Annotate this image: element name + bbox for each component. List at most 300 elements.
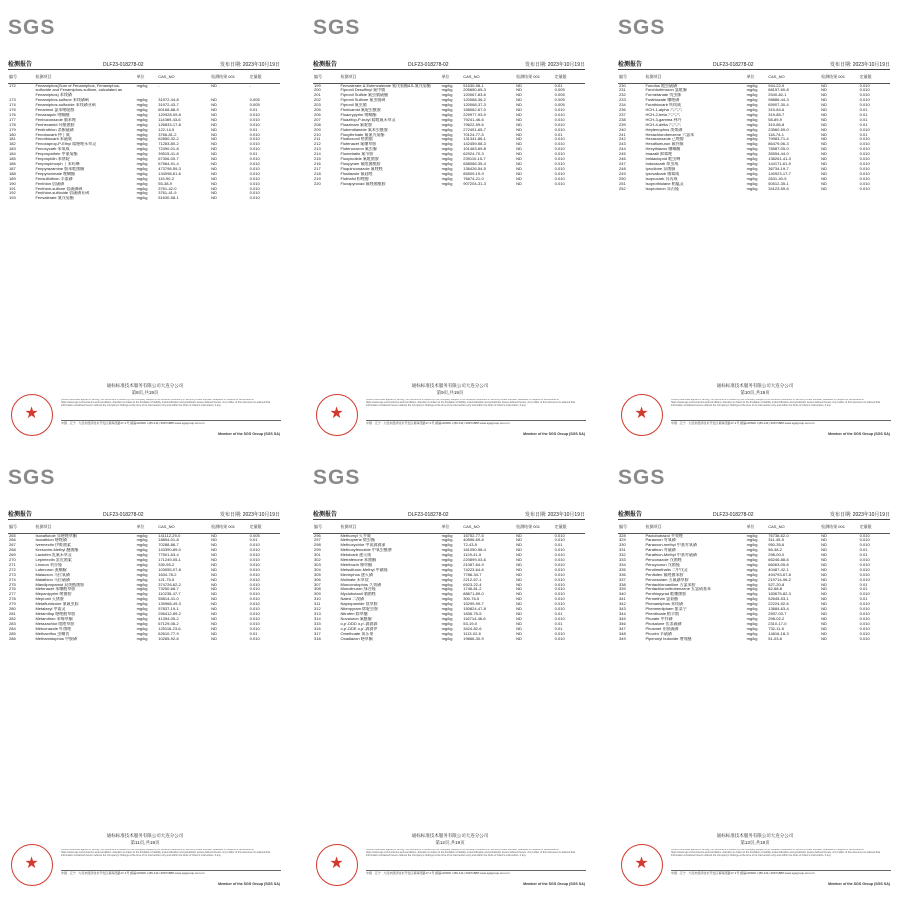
table-cell: 267 bbox=[9, 543, 16, 548]
table-cell: mg/kg bbox=[746, 538, 758, 543]
table-cell: 134098-61-6 bbox=[158, 171, 181, 176]
table-cell: 0.010 bbox=[554, 636, 565, 641]
table-cell: Phenmedipham 甜菜宁 bbox=[645, 607, 687, 612]
table-cell: 346 bbox=[619, 621, 626, 626]
page-number: 第12页,共19页 bbox=[435, 840, 465, 845]
table-cell: 0.005 bbox=[249, 533, 260, 538]
table-cell: 0.01 bbox=[249, 108, 258, 113]
table-cell: ND bbox=[516, 548, 522, 553]
table-cell: 31972-44-8 bbox=[158, 98, 179, 103]
table-cell: 0.010 bbox=[859, 157, 870, 162]
table-cell: ND bbox=[211, 631, 217, 636]
table-cell: 0.010 bbox=[554, 108, 565, 113]
table-cell: 0.010 bbox=[554, 567, 565, 572]
table-cell: 0.010 bbox=[554, 166, 565, 171]
table-cell: 0.010 bbox=[249, 186, 260, 191]
table-cell: ND bbox=[821, 538, 827, 543]
table-cell: mg/kg bbox=[746, 152, 758, 157]
table-cell: Isoxathion 噁唑磷 bbox=[35, 538, 67, 543]
table-cell: 126833-17-8 bbox=[158, 122, 181, 127]
column-header: 定量限 bbox=[249, 72, 280, 83]
table-cell: 337 bbox=[619, 577, 626, 582]
table-cell: ND bbox=[211, 171, 217, 176]
table-cell: mg/kg bbox=[441, 582, 453, 587]
table-cell: ND bbox=[516, 122, 522, 127]
table-cell: Paclobutrazol 多效唑 bbox=[645, 533, 683, 538]
table-cell: 0.010 bbox=[249, 543, 260, 548]
table-cell: Fenhexamid 环酰菌胺 bbox=[35, 122, 75, 127]
table-cell: ND bbox=[211, 572, 217, 577]
table-cell: Fenobucarb 仲丁威 bbox=[35, 132, 70, 137]
table-cell: mg/kg bbox=[746, 127, 758, 132]
table-cell: ND bbox=[211, 558, 217, 563]
table-cell: 67564-91-4 bbox=[158, 162, 179, 166]
table-cell: ND bbox=[821, 98, 827, 103]
table-cell: Flufenoxuron 氟虫脲 bbox=[340, 147, 377, 152]
table-cell: 205650-65-3 bbox=[463, 88, 486, 93]
table-cell: ND bbox=[211, 587, 217, 592]
table-cell: Fluquinconazole 氟喹唑 bbox=[340, 166, 383, 171]
table-row bbox=[618, 637, 890, 642]
table-cell: 244 bbox=[619, 147, 626, 152]
table-cell: 283 bbox=[9, 621, 16, 626]
table-cell: 218 bbox=[314, 171, 321, 176]
sgs-logo: SGS bbox=[313, 16, 361, 39]
table-cell: mg/kg bbox=[441, 152, 453, 157]
table-cell: 0.010 bbox=[554, 171, 565, 176]
table-cell: Fenpyroximate 唑螨酯 bbox=[35, 171, 76, 176]
table-cell: mg/kg bbox=[746, 122, 758, 127]
table-cell: 0.010 bbox=[859, 616, 870, 621]
table-cell: ND bbox=[211, 103, 217, 108]
table-cell: 187 bbox=[9, 166, 16, 171]
table-cell: 0.010 bbox=[859, 181, 870, 186]
table-cell: 220899-03-6 bbox=[463, 558, 486, 563]
results-table bbox=[313, 72, 585, 187]
table-cell: Permethrin 氯菊酯 bbox=[645, 597, 679, 602]
company-address: 中国 · 辽宁 · 大连市经济技术开发区黄海西路17-1号 邮编116600 t (86-411) 39971888 www.sgsgroup.com.cn bbox=[61, 870, 281, 876]
table-cell: 0.010 bbox=[249, 636, 260, 641]
table-cell: 0.010 bbox=[554, 562, 565, 567]
table-cell: Fenpropathrin 甲氰菊酯 bbox=[35, 152, 78, 157]
table-cell: Flutriafol 粉唑醇 bbox=[340, 176, 369, 181]
table-cell: Fipronil Sulfone 氟虫腈砜 bbox=[340, 98, 386, 103]
table-cell: mg/kg bbox=[136, 112, 148, 117]
table-cell: ND bbox=[821, 577, 827, 582]
table-cell: 62610-77-9 bbox=[158, 631, 179, 636]
table-cell: 0.010 bbox=[554, 112, 565, 117]
table-cell: 348 bbox=[619, 631, 626, 636]
table-cell: ND bbox=[821, 103, 827, 108]
table-cell: Methoxyfenozide 甲氧虫酰肼 bbox=[340, 548, 392, 553]
table-cell: 220 bbox=[314, 181, 321, 186]
table-cell: 14816-18-3 bbox=[768, 631, 789, 636]
table-cell: mg/kg bbox=[136, 631, 148, 636]
table-cell: ND bbox=[821, 137, 827, 142]
company-address: 中国 · 辽宁 · 大连市经济技术开发区黄海西路17-1号 邮编116600 t (86-411) 39971888 www.sgsgroup.com.cn bbox=[61, 420, 281, 426]
table-cell: 0.010 bbox=[554, 538, 565, 543]
table-cell: mg/kg bbox=[136, 171, 148, 176]
table-cell: 279 bbox=[9, 602, 16, 607]
table-cell: 0.010 bbox=[859, 186, 870, 191]
table-cell: 0.010 bbox=[249, 548, 260, 553]
table-cell: 0.010 bbox=[554, 631, 565, 636]
table-cell: mg/kg bbox=[441, 548, 453, 553]
table-cell: 0.010 bbox=[554, 157, 565, 162]
table-cell: 189 bbox=[9, 176, 16, 181]
table-cell: 138261-41-3 bbox=[768, 157, 791, 162]
table-cell: ND bbox=[211, 166, 217, 171]
table-cell: 296 bbox=[314, 533, 321, 538]
star-icon: ★ bbox=[329, 405, 344, 422]
table-cell: 57837-19-1 bbox=[158, 607, 179, 612]
table-cell: ND bbox=[516, 108, 522, 113]
table-cell: mg/kg bbox=[136, 562, 148, 567]
table-cell: 178 bbox=[9, 122, 16, 127]
report-header bbox=[618, 510, 890, 520]
table-cell: Fenpropimorph 丁苯吗啉 bbox=[35, 162, 80, 166]
column-header: 定量限 bbox=[249, 522, 280, 533]
table-cell: 234 bbox=[619, 103, 626, 108]
table-cell: Mepanipyrim 嘧菌胺 bbox=[35, 592, 72, 597]
table-cell: ND bbox=[516, 616, 522, 621]
table-cell: 71283-80-2 bbox=[158, 142, 179, 147]
page-number: 第11页,共19页 bbox=[130, 840, 160, 845]
table-cell: 0.010 bbox=[859, 93, 870, 98]
table-cell: 0.010 bbox=[859, 162, 870, 166]
table-cell: 0.01 bbox=[859, 548, 868, 553]
report-number: DLF23-018278-02 bbox=[103, 512, 144, 518]
table-cell: Pencycuron 戊菌隆 bbox=[645, 562, 680, 567]
member-note: Member of the SGS Group (SGS SA) bbox=[218, 432, 280, 436]
column-header: CAS_NO bbox=[157, 522, 210, 533]
terms-fine-print: Unless otherwise agreed in writing, this document is issued by the Company subject to its General Conditions of Service printed overleaf, available on request or accessible at https://www.sgs.com/en/terms-and-conditions. Attention is drawn to the limitation of liability, indemnification and jurisdiction issues defined therein. Any holder of this document is advised that information contained hereon reflects the Company's findings at the time of its intervention only and within the limits of Client's instructions, if any. bbox=[61, 849, 271, 857]
table-cell: Metrafenone 苯菌酮 bbox=[340, 558, 377, 563]
table-cell: 0.010 bbox=[554, 572, 565, 577]
table-cell: 183675-82-3 bbox=[768, 592, 791, 597]
table-cell: Monolinuron 绿谷隆 bbox=[340, 587, 376, 592]
table-cell: ND bbox=[211, 562, 217, 567]
table-cell: Fenvalerate 氰戊菊酯 bbox=[35, 196, 74, 201]
table-cell: Methoxychlor 甲氧滴滴涕 bbox=[340, 543, 386, 548]
table-cell: mg/kg bbox=[441, 543, 453, 548]
table-cell: 335 bbox=[619, 567, 626, 572]
table-cell: 266 bbox=[9, 538, 16, 543]
table-cell: 273 bbox=[9, 572, 16, 577]
star-icon: ★ bbox=[634, 855, 649, 872]
table-cell: 0.010 bbox=[554, 162, 565, 166]
table-cell: 0.010 bbox=[554, 616, 565, 621]
table-cell: mg/kg bbox=[136, 592, 148, 597]
table-cell: ND bbox=[211, 112, 217, 117]
table-cell: 150824-47-8 bbox=[463, 607, 486, 612]
table-cell: mg/kg bbox=[441, 602, 453, 607]
table-cell: ND bbox=[821, 543, 827, 548]
table-cell: ND bbox=[516, 88, 522, 93]
table-cell: ND bbox=[516, 592, 522, 597]
table-cell: 0.01 bbox=[859, 587, 868, 592]
table-cell: 211 bbox=[314, 137, 321, 142]
table-cell: Napropamide 敌草胺 bbox=[340, 602, 378, 607]
table-cell: 79241-46-6 bbox=[463, 117, 484, 122]
table-cell: 0.01 bbox=[859, 108, 868, 113]
table-cell: ND bbox=[211, 612, 217, 616]
table-cell: Heptenophos 庚烯磷 bbox=[645, 127, 683, 132]
table-cell: ND bbox=[516, 171, 522, 176]
column-header: CAS_NO bbox=[157, 72, 210, 83]
table-cell: 15299-99-7 bbox=[463, 602, 484, 607]
table-cell: 0.010 bbox=[859, 631, 870, 636]
table-cell: 219 bbox=[314, 176, 321, 181]
table-cell: ND bbox=[211, 582, 217, 587]
table-cell: 0.010 bbox=[249, 616, 260, 621]
table-cell: ND bbox=[211, 176, 217, 181]
terms-fine-print: Unless otherwise agreed in writing, this document is issued by the Company subject to its General Conditions of Service printed overleaf, available on request or accessible at https://www.sgs.com/en/terms-and-conditions. Attention is drawn to the limitation of liability, indemnification and jurisdiction issues defined therein. Any holder of this document is advised that information contained hereon reflects the Company's findings at the time of its intervention only and within the limits of Client's instructions, if any. bbox=[61, 399, 271, 407]
table-cell: Phorate 甲拌磷 bbox=[645, 616, 673, 621]
issue-date: 发布日期: 2023年10月19日 bbox=[219, 62, 280, 68]
table-cell: ND bbox=[211, 548, 217, 553]
table-cell: 177 bbox=[9, 117, 16, 122]
table-cell: mg/kg bbox=[136, 587, 148, 592]
table-cell: 184 bbox=[9, 152, 16, 157]
table-cell: 0.010 bbox=[249, 196, 260, 201]
table-cell: ND bbox=[821, 548, 827, 553]
table-cell: 241 bbox=[619, 132, 626, 137]
table-cell: ND bbox=[821, 621, 827, 626]
table-cell: ND bbox=[211, 181, 217, 186]
table-cell: 313 bbox=[314, 612, 321, 616]
table-cell: ND bbox=[211, 127, 217, 132]
footer-company: 通标标准技术服务有限公司大连分公司 bbox=[411, 833, 489, 838]
table-cell: ND bbox=[211, 108, 217, 113]
table-cell: 274 bbox=[9, 577, 16, 582]
column-header: 定量限 bbox=[554, 72, 585, 83]
table-cell: 0.010 bbox=[249, 607, 260, 612]
table-cell: 36734-19-7 bbox=[768, 166, 789, 171]
table-cell: 72490-01-8 bbox=[158, 147, 179, 152]
table-cell: 0.010 bbox=[859, 538, 870, 543]
table-cell: 209 bbox=[314, 127, 321, 132]
table-cell: 236 bbox=[619, 108, 626, 113]
table-cell: mg/kg bbox=[136, 567, 148, 572]
table-cell: 176 bbox=[9, 112, 16, 117]
table-cell: ND bbox=[516, 626, 522, 631]
table-cell: mg/kg bbox=[746, 176, 758, 181]
table-cell: ND bbox=[516, 602, 522, 607]
table-cell: 277 bbox=[9, 592, 16, 597]
table-cell: 0.010 bbox=[554, 181, 565, 186]
table-cell: 347 bbox=[619, 626, 626, 631]
table-cell: 53-19-0 bbox=[463, 621, 478, 626]
table-cell: mg/kg bbox=[136, 636, 148, 641]
issue-date: 发布日期: 2023年10月19日 bbox=[524, 62, 585, 68]
table-cell: 344 bbox=[619, 612, 626, 616]
table-cell: 311-45-5 bbox=[768, 538, 784, 543]
table-cell: 238 bbox=[619, 117, 626, 122]
table-cell: mg/kg bbox=[441, 621, 453, 626]
table-cell: mg/kg bbox=[136, 626, 148, 631]
table-cell: HCH-2-beta 六六六 bbox=[645, 112, 680, 117]
table-cell: 0.010 bbox=[859, 607, 870, 612]
table-cell: 0.010 bbox=[554, 582, 565, 587]
column-header: 编号 bbox=[618, 72, 644, 83]
table-cell: 76674-21-0 bbox=[463, 176, 484, 181]
table-cell: 214 bbox=[314, 152, 321, 157]
table-cell: Hexaflumuron 氟铃脲 bbox=[645, 142, 684, 147]
table-cell: 115-90-2 bbox=[158, 176, 174, 181]
table-cell: 3761-41-9 bbox=[158, 191, 177, 196]
table-cell: 217 bbox=[314, 166, 321, 171]
table-cell: 40487-42-1 bbox=[768, 567, 789, 572]
table-cell: Flumetralin 氟节胺 bbox=[340, 152, 374, 157]
table-cell: 284 bbox=[9, 626, 16, 631]
company-address: 中国 · 辽宁 · 大连市经济技术开发区黄海西路17-1号 邮编116600 t (86-411) 39971888 www.sgsgroup.com.cn bbox=[366, 870, 586, 876]
sgs-logo: SGS bbox=[313, 466, 361, 489]
table-cell: Fipronil 氟虫腈 bbox=[340, 103, 367, 108]
report-page bbox=[5, 460, 285, 890]
table-cell: mg/kg bbox=[746, 592, 758, 597]
column-header: 编号 bbox=[8, 72, 34, 83]
table-cell: mg/kg bbox=[441, 127, 453, 132]
table-cell: mg/kg bbox=[746, 607, 758, 612]
table-cell: ND bbox=[516, 162, 522, 166]
table-cell: ND bbox=[821, 176, 827, 181]
table-cell: Fenpropidin 苯锈啶 bbox=[35, 157, 70, 162]
table-cell: mg/kg bbox=[441, 597, 453, 602]
table-cell: ND bbox=[211, 122, 217, 127]
table-cell: 121-75-5 bbox=[158, 577, 175, 582]
table-cell: mg/kg bbox=[136, 142, 148, 147]
table-cell: 246 bbox=[619, 157, 626, 162]
table-cell: 101463-69-8 bbox=[463, 147, 486, 152]
table-cell: 0.010 bbox=[859, 533, 870, 538]
table-cell: mg/kg bbox=[136, 196, 148, 201]
table-cell: ND bbox=[516, 621, 522, 626]
table-cell: 35554-44-0 bbox=[768, 152, 789, 157]
table-cell: mg/kg bbox=[441, 93, 453, 98]
table-cell: ND bbox=[821, 587, 827, 592]
issue-date: 发布日期: 2023年10月19日 bbox=[524, 512, 585, 518]
table-cell: 286 bbox=[9, 636, 16, 641]
table-cell: 51630-58-1 bbox=[463, 83, 484, 88]
table-cell: 34123-59-6 bbox=[768, 186, 789, 191]
results-table bbox=[8, 522, 280, 641]
table-cell: ND bbox=[821, 127, 827, 132]
column-header: 单位 bbox=[746, 522, 768, 533]
table-cell: ND bbox=[211, 147, 217, 152]
table-cell: ND bbox=[821, 152, 827, 157]
table-cell: ND bbox=[211, 191, 217, 196]
table-cell: ND bbox=[821, 166, 827, 171]
table-cell: Fenvalerate & Esfenvalerate 氰戊菊酯&S-氰戊菊酯 bbox=[340, 83, 431, 88]
table-cell: ND bbox=[821, 112, 827, 117]
table-cell: 67306-00-7 bbox=[158, 157, 179, 162]
table-cell: ND bbox=[516, 582, 522, 587]
table-cell: mg/kg bbox=[441, 572, 453, 577]
table-cell: 175 bbox=[9, 108, 16, 113]
table-cell: Fenthion-sulfoxide 倍硫磷亚砜 bbox=[35, 191, 90, 196]
table-cell: 182 bbox=[9, 142, 16, 147]
table-cell: ND bbox=[516, 631, 522, 636]
table-cell: 0.010 bbox=[249, 562, 260, 567]
table-cell: 51630-58-1 bbox=[158, 196, 179, 201]
table-cell: 55814-41-0 bbox=[158, 597, 179, 602]
table-cell: mg/kg bbox=[136, 548, 148, 553]
table-cell: mg/kg bbox=[136, 612, 148, 616]
table-cell: HCH-4-delta 六六六 bbox=[645, 122, 681, 127]
table-cell: 307 bbox=[314, 582, 321, 587]
issue-date: 发布日期: 2023年10月19日 bbox=[829, 62, 890, 68]
table-cell: mg/kg bbox=[746, 112, 758, 117]
table-cell: 0.010 bbox=[249, 171, 260, 176]
report-header bbox=[313, 510, 585, 520]
table-cell: ND bbox=[821, 132, 827, 137]
table-cell: 0.01 bbox=[859, 117, 868, 122]
table-cell: 120068-37-3 bbox=[463, 103, 486, 108]
table-cell: 280 bbox=[9, 607, 16, 612]
table-cell: 249 bbox=[619, 171, 626, 176]
report-header bbox=[8, 60, 280, 70]
table-cell: ND bbox=[516, 562, 522, 567]
table-cell: ND bbox=[516, 533, 522, 538]
table-cell: ND bbox=[516, 538, 522, 543]
table-cell: 315 bbox=[314, 621, 321, 626]
table-cell: 0.010 bbox=[859, 103, 870, 108]
table-cell: mg/kg bbox=[441, 157, 453, 162]
table-cell: 339 bbox=[619, 587, 626, 592]
table-cell: 473798-59-3 bbox=[158, 166, 181, 171]
table-cell: 0.010 bbox=[249, 166, 260, 171]
table-cell: mg/kg bbox=[136, 117, 148, 122]
table-cell: 0.010 bbox=[859, 562, 870, 567]
table-cell: 239 bbox=[619, 122, 626, 127]
table-cell: 0.01 bbox=[859, 582, 868, 587]
table-cell: 278 bbox=[9, 597, 16, 602]
column-header: 编号 bbox=[8, 522, 34, 533]
table-cell: mg/kg bbox=[441, 553, 453, 558]
table-cell: Methoprene 烯虫酯 bbox=[340, 538, 375, 543]
table-cell: mg/kg bbox=[746, 636, 758, 641]
table-cell: mg/kg bbox=[441, 112, 453, 117]
table-cell: 125116-23-6 bbox=[158, 626, 181, 631]
table-cell: ND bbox=[516, 83, 522, 88]
table-cell: 0.010 bbox=[859, 83, 870, 88]
table-cell: mg/kg bbox=[136, 602, 148, 607]
table-cell: Metamifop 噁唑酰草胺 bbox=[35, 612, 76, 616]
table-row bbox=[8, 83, 280, 98]
table-cell: 18854-01-8 bbox=[158, 538, 179, 543]
table-cell: 276 bbox=[9, 587, 16, 592]
table-cell: ND bbox=[821, 636, 827, 641]
table-cell: ND bbox=[821, 597, 827, 602]
table-cell: Metazachlor 吡唑草胺 bbox=[35, 621, 75, 626]
issue-date: 发布日期: 2023年10月19日 bbox=[219, 512, 280, 518]
table-cell: 62924-70-3 bbox=[463, 152, 484, 157]
column-header: 定量限 bbox=[859, 522, 890, 533]
table-cell: ND bbox=[516, 636, 522, 641]
terms-fine-print: Unless otherwise agreed in writing, this document is issued by the Company subject to its General Conditions of Service printed overleaf, available on request or accessible at https://www.sgs.com/en/terms-and-conditions. Attention is drawn to the limitation of liability, indemnification and jurisdiction issues defined therein. Any holder of this document is advised that information contained hereon reflects the Company's findings at the time of its intervention only and within the limits of Client's instructions, if any. bbox=[366, 399, 576, 407]
page-number: 第9页,共19页 bbox=[436, 390, 464, 395]
table-cell: 142459-58-3 bbox=[463, 142, 486, 147]
table-cell: mg/kg bbox=[746, 83, 758, 88]
table-cell: 247 bbox=[619, 162, 626, 166]
sgs-logo: SGS bbox=[8, 466, 56, 489]
table-cell: 114369-43-6 bbox=[158, 117, 181, 122]
table-cell: 0.010 bbox=[859, 166, 870, 171]
table-cell: HCH-1-alpha 六六六 bbox=[645, 108, 682, 113]
column-header: CAS_NO bbox=[767, 522, 820, 533]
table-cell: Fenthion-sulfone 倍硫磷砜 bbox=[35, 186, 83, 191]
